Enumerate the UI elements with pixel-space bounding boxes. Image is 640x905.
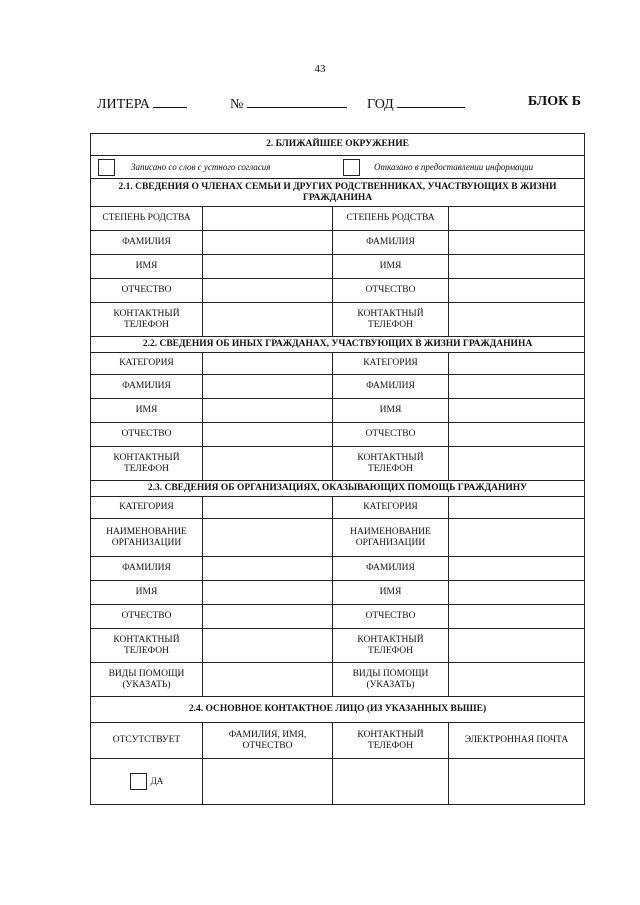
field-label-left: ИМЯ: [91, 399, 203, 423]
field-value-right[interactable]: [449, 581, 585, 605]
contact-data-row: [91, 759, 585, 805]
field-row: [91, 375, 585, 399]
field-label-left: ИМЯ: [91, 255, 203, 279]
number-field: [230, 94, 347, 113]
field-label-left: НАИМЕНОВАНИЕ ОРГАНИЗАЦИИ: [91, 519, 203, 557]
field-value-right[interactable]: [449, 423, 585, 447]
field-value-right[interactable]: [449, 353, 585, 375]
field-value-left[interactable]: [203, 279, 333, 303]
contact-header-row: [91, 723, 585, 759]
field-label-left: ВИДЫ ПОМОЩИ (УКАЗАТЬ): [91, 663, 203, 697]
field-row: [91, 353, 585, 375]
contact-column-header: ФАМИЛИЯ, ИМЯ, ОТЧЕСТВО: [203, 723, 333, 759]
field-value-right[interactable]: [449, 255, 585, 279]
field-value-right[interactable]: [449, 375, 585, 399]
field-value-right[interactable]: [449, 497, 585, 519]
consent-row: [91, 156, 585, 179]
field-value-right[interactable]: [449, 279, 585, 303]
field-label-right: ИМЯ: [333, 255, 449, 279]
field-value-left[interactable]: [203, 557, 333, 581]
s22-title-row: [91, 337, 585, 353]
environment-form-table: [90, 133, 585, 805]
field-label-right: КАТЕГОРИЯ: [333, 497, 449, 519]
field-value-left[interactable]: [203, 207, 333, 231]
field-value-right[interactable]: [449, 399, 585, 423]
field-label-right: СТЕПЕНЬ РОДСТВА: [333, 207, 449, 231]
field-label-right: ФАМИЛИЯ: [333, 557, 449, 581]
contact-column-header: ЭЛЕКТРОННАЯ ПОЧТА: [449, 723, 585, 759]
year-input-line[interactable]: [397, 94, 465, 108]
contact-column-header: ОТСУТСТВУЕТ: [91, 723, 203, 759]
field-label-left: КАТЕГОРИЯ: [91, 353, 203, 375]
field-value-right[interactable]: [449, 231, 585, 255]
field-label-right: ИМЯ: [333, 399, 449, 423]
s23-title-row: [91, 481, 585, 497]
field-label-left: ОТЧЕСТВО: [91, 279, 203, 303]
field-row: [91, 629, 585, 663]
field-row: [91, 279, 585, 303]
field-value-left[interactable]: [203, 375, 333, 399]
field-label-left: КОНТАКТНЫЙ ТЕЛЕФОН: [91, 303, 203, 337]
absent-checkbox[interactable]: [130, 773, 147, 790]
field-label-right: ОТЧЕСТВО: [333, 279, 449, 303]
contact-email-value[interactable]: [449, 759, 585, 805]
field-value-right[interactable]: [449, 629, 585, 663]
field-value-left[interactable]: [203, 519, 333, 557]
field-row: [91, 303, 585, 337]
year-field: [367, 94, 465, 113]
field-value-right[interactable]: [449, 519, 585, 557]
field-label-left: СТЕПЕНЬ РОДСТВА: [91, 207, 203, 231]
field-label-left: КАТЕГОРИЯ: [91, 497, 203, 519]
field-label-right: ФАМИЛИЯ: [333, 231, 449, 255]
field-row: [91, 519, 585, 557]
field-value-left[interactable]: [203, 353, 333, 375]
litera-label: ЛИТЕРА: [97, 97, 150, 112]
field-label-left: ФАМИЛИЯ: [91, 375, 203, 399]
field-row: [91, 423, 585, 447]
form-header: [93, 94, 581, 114]
field-row: [91, 605, 585, 629]
litera-field: [97, 94, 187, 113]
field-label-left: ОТЧЕСТВО: [91, 423, 203, 447]
field-value-right[interactable]: [449, 447, 585, 481]
consent-label-2: Отказано в предоставлении информации: [374, 162, 534, 172]
consent-options: [91, 156, 584, 178]
field-row: [91, 399, 585, 423]
contact-phone-value[interactable]: [333, 759, 449, 805]
s21-title-row: [91, 179, 585, 207]
consent-checkbox-2[interactable]: [343, 159, 360, 176]
number-label: №: [230, 97, 244, 112]
field-label-right: ОТЧЕСТВО: [333, 423, 449, 447]
field-label-left: КОНТАКТНЫЙ ТЕЛЕФОН: [91, 629, 203, 663]
field-row: [91, 497, 585, 519]
section-title-row: [91, 134, 585, 156]
number-input-line[interactable]: [247, 94, 347, 108]
field-label-left: ОТЧЕСТВО: [91, 605, 203, 629]
section-title: 2. БЛИЖАЙШЕЕ ОКРУЖЕНИЕ: [91, 134, 585, 156]
contact-name-value[interactable]: [203, 759, 333, 805]
field-value-left[interactable]: [203, 581, 333, 605]
field-row: [91, 231, 585, 255]
field-value-right[interactable]: [449, 207, 585, 231]
block-label: БЛОК Б: [527, 94, 581, 109]
field-label-right: ОТЧЕСТВО: [333, 605, 449, 629]
field-value-left[interactable]: [203, 497, 333, 519]
consent-cell: [91, 156, 585, 179]
field-label-right: КОНТАКТНЫЙ ТЕЛЕФОН: [333, 629, 449, 663]
s22-title: 2.2. СВЕДЕНИЯ ОБ ИНЫХ ГРАЖДАНАХ, УЧАСТВУЮЩИХ В ЖИЗНИ ГРАЖДАНИНА: [91, 337, 585, 353]
s21-title: 2.1. СВЕДЕНИЯ О ЧЛЕНАХ СЕМЬИ И ДРУГИХ РОДСТВЕННИКАХ, УЧАСТВУЮЩИХ В ЖИЗНИ ГРАЖДАНИНА: [91, 179, 585, 207]
field-value-left[interactable]: [203, 231, 333, 255]
field-value-left[interactable]: [203, 255, 333, 279]
field-value-right[interactable]: [449, 303, 585, 337]
field-value-left[interactable]: [203, 423, 333, 447]
field-value-left[interactable]: [203, 303, 333, 337]
absent-yes-label: ДА: [150, 775, 164, 786]
field-value-left[interactable]: [203, 447, 333, 481]
field-label-left: ФАМИЛИЯ: [91, 557, 203, 581]
field-row: [91, 207, 585, 231]
field-row: [91, 255, 585, 279]
field-value-right[interactable]: [449, 557, 585, 581]
absent-cell: [91, 759, 203, 805]
field-value-left[interactable]: [203, 605, 333, 629]
field-label-left: ФАМИЛИЯ: [91, 231, 203, 255]
page-number: 43: [314, 63, 326, 75]
s23-title: 2.3. СВЕДЕНИЯ ОБ ОРГАНИЗАЦИЯХ, ОКАЗЫВАЮЩИХ ПОМОЩЬ ГРАЖДАНИНУ: [91, 481, 585, 497]
consent-label-1: Записано со слов с устного согласия: [131, 162, 271, 172]
year-label: ГОД: [367, 97, 394, 112]
s24-title: 2.4. ОСНОВНОЕ КОНТАКТНОЕ ЛИЦО (ИЗ УКАЗАННЫХ ВЫШЕ): [91, 697, 585, 723]
field-row: [91, 557, 585, 581]
field-label-right: ИМЯ: [333, 581, 449, 605]
field-row: [91, 581, 585, 605]
field-label-right: ФАМИЛИЯ: [333, 375, 449, 399]
field-value-left[interactable]: [203, 399, 333, 423]
field-label-right: НАИМЕНОВАНИЕ ОРГАНИЗАЦИИ: [333, 519, 449, 557]
field-label-right: КОНТАКТНЫЙ ТЕЛЕФОН: [333, 303, 449, 337]
contact-column-header: КОНТАКТНЫЙ ТЕЛЕФОН: [333, 723, 449, 759]
field-value-left[interactable]: [203, 629, 333, 663]
field-value-right[interactable]: [449, 663, 585, 697]
field-value-left[interactable]: [203, 663, 333, 697]
s24-title-row: [91, 697, 585, 723]
consent-checkbox-1[interactable]: [98, 159, 115, 176]
field-label-right: КОНТАКТНЫЙ ТЕЛЕФОН: [333, 447, 449, 481]
field-row: [91, 447, 585, 481]
field-label-right: КАТЕГОРИЯ: [333, 353, 449, 375]
field-label-left: ИМЯ: [91, 581, 203, 605]
field-label-right: ВИДЫ ПОМОЩИ (УКАЗАТЬ): [333, 663, 449, 697]
field-label-left: КОНТАКТНЫЙ ТЕЛЕФОН: [91, 447, 203, 481]
field-row: [91, 663, 585, 697]
field-value-right[interactable]: [449, 605, 585, 629]
litera-input-line[interactable]: [153, 94, 187, 108]
